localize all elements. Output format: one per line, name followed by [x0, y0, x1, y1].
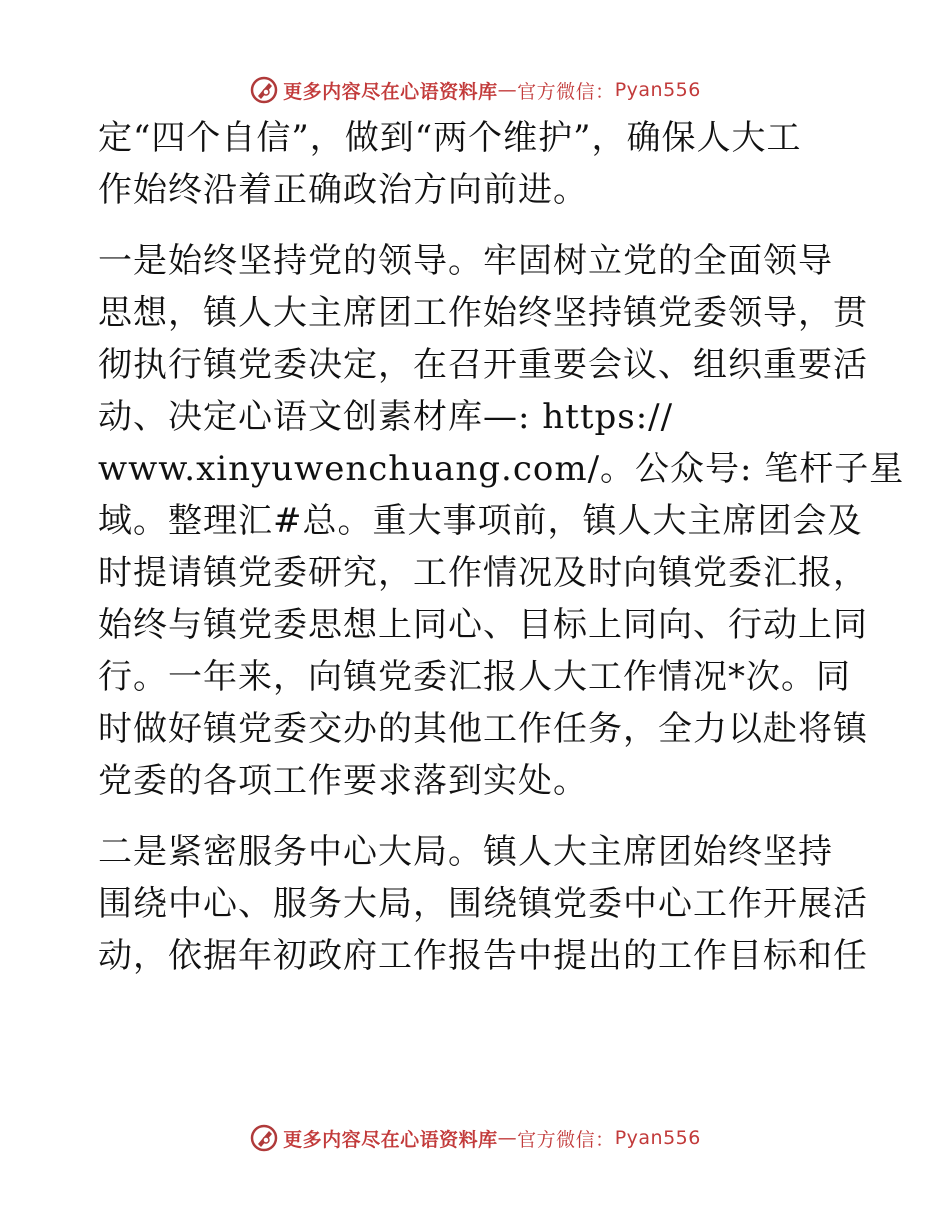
text-line: www.xinyuwenchuang.com/。公众号: 笔杆子星 — [98, 449, 905, 489]
text-line: 时提请镇党委研究，工作情况及时向镇党委汇报， — [98, 553, 868, 593]
text-line: 动，依据年初政府工作报告中提出的工作目标和任 — [98, 936, 868, 976]
pen-logo-icon — [249, 75, 279, 105]
watermark-sub-text: 官方微信： — [517, 1128, 615, 1151]
paragraph-2 — [98, 235, 905, 807]
text-line: 一是始终坚持党的领导。牢固树立党的全面领导 — [98, 241, 833, 281]
watermark-dash: — — [497, 1127, 518, 1149]
footer-watermark — [0, 1118, 950, 1158]
pen-logo-icon — [249, 1123, 279, 1153]
watermark-dash: — — [497, 79, 518, 101]
document-body — [98, 112, 905, 982]
text-line: 动、决定心语文创素材库—: https:// — [98, 397, 674, 437]
watermark-id: Pyan556 — [614, 1127, 701, 1149]
text-line: 党委的各项工作要求落到实处。 — [98, 761, 588, 801]
watermark-sub-text: 官方微信： — [517, 80, 615, 103]
text-line: 围绕中心、服务大局，围绕镇党委中心工作开展活 — [98, 884, 868, 924]
text-line: 始终与镇党委思想上同心、目标上同向、行动上同 — [98, 605, 868, 645]
watermark-main-text: 更多内容尽在心语资料库 — [283, 1128, 498, 1151]
paragraph-1 — [98, 112, 858, 216]
text-line: 彻执行镇党委决定，在召开重要会议、组织重要活 — [98, 345, 868, 385]
watermark-id: Pyan556 — [614, 79, 701, 101]
text-line: 定“四个自信”，做到“两个维护”，确保人大工 — [98, 118, 802, 158]
text-line: 时做好镇党委交办的其他工作任务，全力以赴将镇 — [98, 709, 868, 749]
watermark-main-text: 更多内容尽在心语资料库 — [283, 80, 498, 103]
text-line: 行。一年来，向镇党委汇报人大工作情况*次。同 — [98, 657, 851, 697]
text-line: 思想，镇人大主席团工作始终坚持镇党委领导，贯 — [98, 293, 868, 333]
header-watermark — [0, 70, 950, 110]
text-line: 作始终沿着正确政治方向前进。 — [98, 170, 588, 210]
text-line: 域。整理汇#总。重大事项前，镇人大主席团会及 — [98, 501, 863, 541]
text-line: 二是紧密服务中心大局。镇人大主席团始终坚持 — [98, 832, 833, 872]
paragraph-3 — [98, 826, 868, 982]
